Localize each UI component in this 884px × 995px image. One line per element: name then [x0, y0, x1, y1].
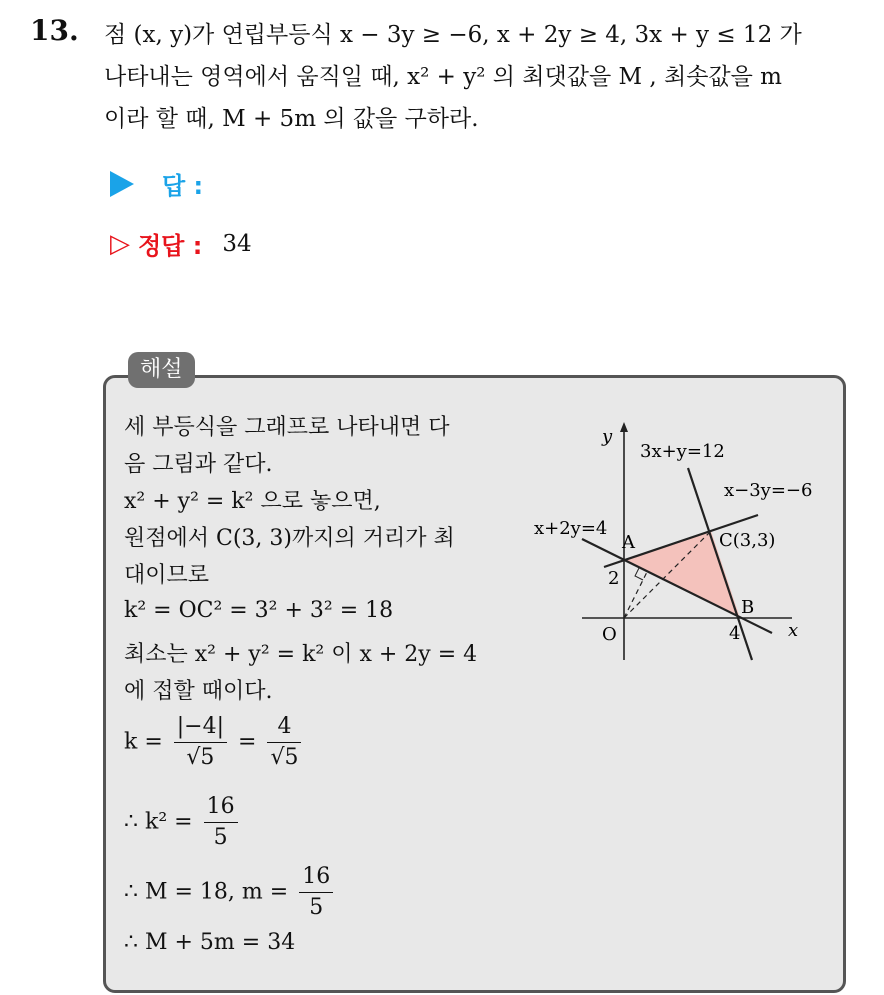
label-point-a: A	[622, 532, 635, 553]
axis-label-x: x	[788, 620, 799, 641]
label-origin: O	[602, 624, 617, 645]
fraction	[174, 712, 227, 773]
label-line-x-2y: x+2y=4	[534, 518, 608, 539]
question-number: 13.	[30, 14, 79, 47]
solution-line: 음 그림과 같다.	[124, 452, 273, 477]
frac-prefix: ∴ M = 18, m =	[124, 879, 289, 905]
outline-arrow-icon: ▷	[110, 228, 130, 259]
fraction-line-mm	[124, 862, 337, 923]
solution-tag: 해설	[128, 352, 195, 388]
label-point-b: B	[741, 597, 755, 618]
dashed-line-perp	[624, 572, 647, 618]
numerator: 16	[204, 792, 238, 823]
fraction	[299, 862, 333, 923]
solution-line: 원점에서 C(3, 3)까지의 거리가 최	[124, 526, 455, 551]
question-text	[104, 14, 864, 140]
inequality-graph	[534, 420, 838, 670]
frac-prefix: k =	[124, 729, 163, 755]
numerator: 4	[267, 712, 301, 743]
question-line-1: 점 (x, y)가 연립부등식 x − 3y ≥ −6, x + 2y ≥ 4, 3x + y ≤ 12 가	[104, 22, 802, 48]
answer-label: 답 :	[162, 172, 204, 200]
tick-y-2: 2	[608, 568, 620, 589]
solution-line: k² = OC² = 3² + 3² = 18	[124, 598, 394, 623]
fraction-line-k	[124, 712, 305, 773]
numerator: |−4|	[174, 712, 227, 743]
solution-line: 세 부등식을 그래프로 나타내면 다	[124, 415, 450, 440]
denominator: √5	[186, 745, 215, 770]
tick-x-4: 4	[729, 623, 741, 644]
solution-line: 최소는 x² + y² = k² 이 x + 2y = 4	[124, 642, 478, 667]
fraction	[267, 712, 301, 773]
question-line-2: 나타내는 영역에서 움직일 때, x² + y² 의 최댓값을 M , 최솟값을 m	[104, 64, 782, 90]
question-line-3: 이라 할 때, M + 5m 의 값을 구하라.	[104, 106, 479, 132]
label-point-c: C(3,3)	[719, 530, 776, 551]
label-line-3x-y: 3x+y=12	[640, 441, 725, 462]
fraction	[204, 792, 238, 853]
axis-label-y: y	[602, 426, 613, 447]
key-value: 34	[222, 230, 252, 257]
solution-line: 대이므로	[124, 563, 210, 588]
final-line: ∴ M + 5m = 34	[124, 930, 296, 955]
play-arrow-icon	[110, 171, 134, 197]
key-label: 정답 :	[138, 232, 203, 260]
label-line-x-3y: x−3y=−6	[724, 480, 813, 501]
denominator: 5	[213, 825, 228, 850]
answer-row	[110, 166, 203, 201]
y-axis-arrow-icon	[620, 422, 628, 432]
fraction-line-k2	[124, 792, 242, 853]
denominator: 5	[309, 895, 324, 920]
key-row	[110, 226, 252, 261]
denominator: √5	[270, 745, 299, 770]
solution-line: 에 접할 때이다.	[124, 679, 273, 704]
numerator: 16	[299, 862, 333, 893]
solution-line: x² + y² = k² 으로 놓으면,	[124, 489, 381, 514]
equals-sign: =	[238, 729, 257, 755]
frac-prefix: ∴ k² =	[124, 809, 193, 835]
